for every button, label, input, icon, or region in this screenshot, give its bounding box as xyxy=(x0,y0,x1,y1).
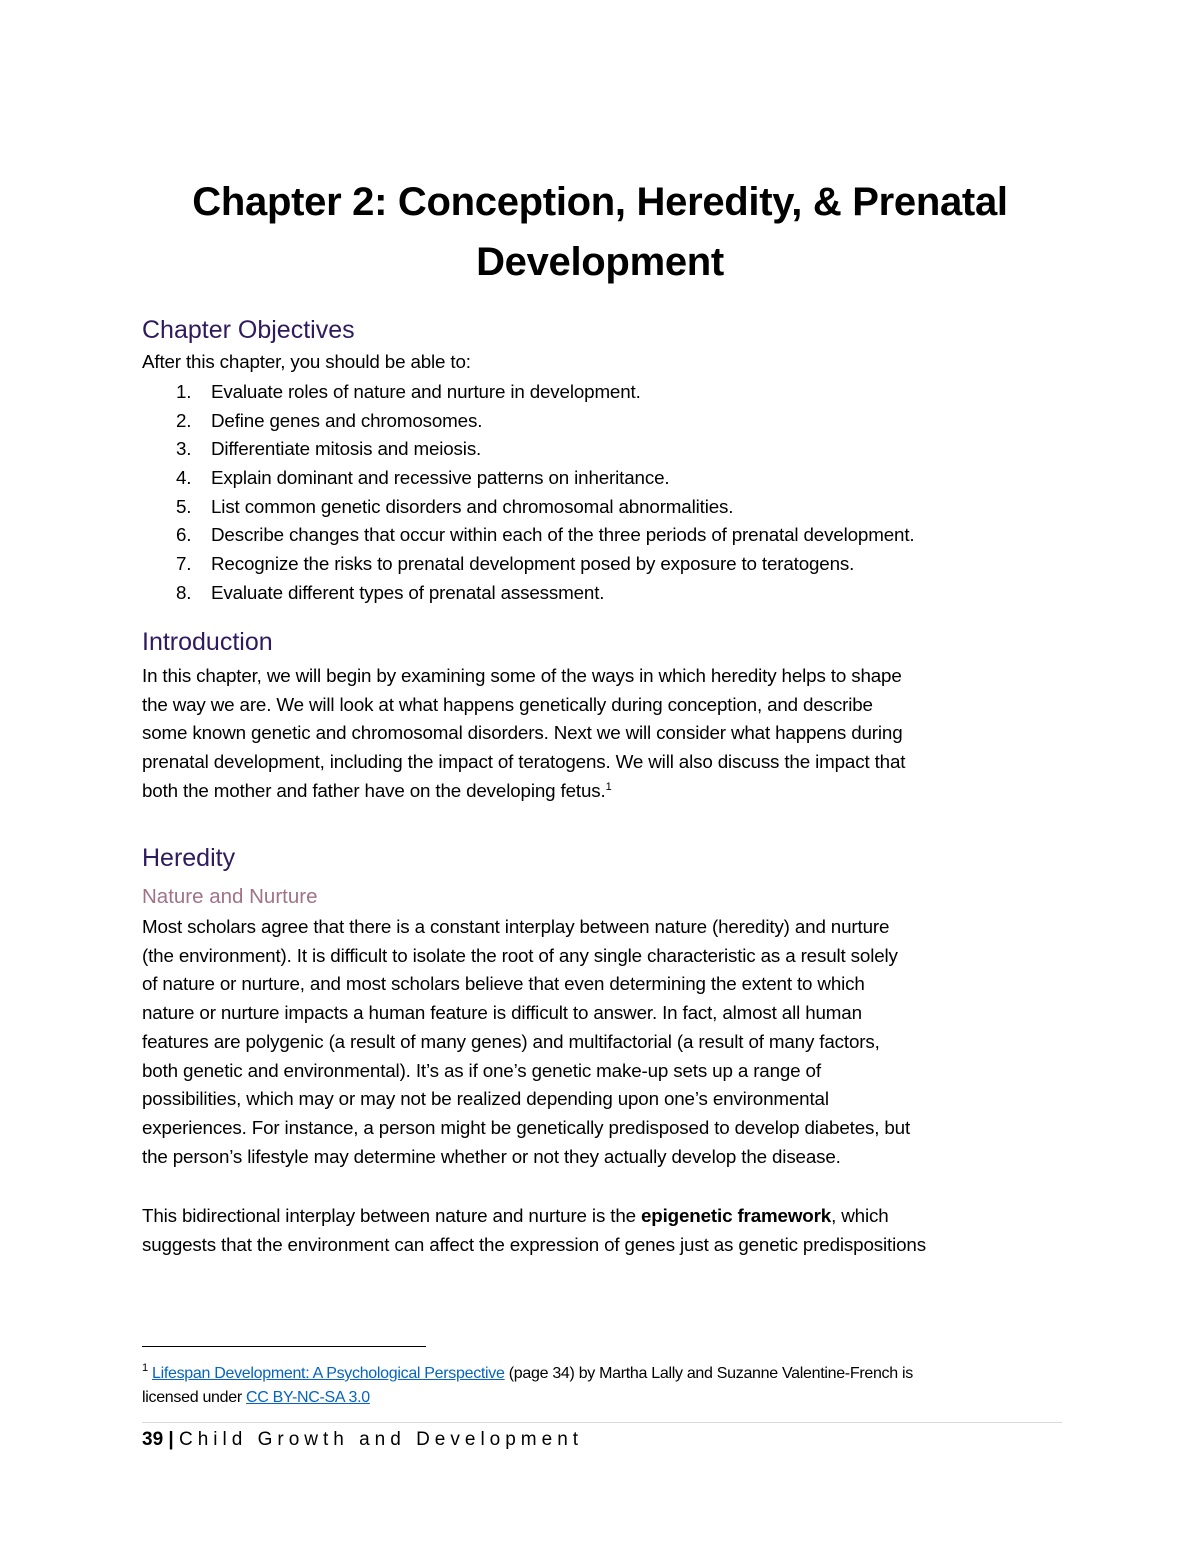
epigenetic-framework-term: epigenetic framework xyxy=(640,1205,832,1226)
cc-license-link[interactable]: CC BY-NC-SA 3.0 xyxy=(246,1389,370,1406)
document-page: Chapter 2: Conception, Heredity, & Prenatal Development Chapter Objectives After this chapter, you should be able to: 1. Evaluate roles of nature and nurture in development. 2. Define genes and chromosomes. 3. Differentiate mitosis and meiosis. 4. Explain dominant and recessive patterns on inheritance. 5. List common genetic disorders and chromosomal abnormalities. 6. Describe changes that occur within each of the three periods of prenatal development. 7. Recognize the risks to prenatal development posed by exposure to teratogens. 8. Evaluate different types of prenatal assessment. Introduction In this chapter, we will begin by examining some of the ways in which heredity helps to shape the way we are. We will look at what happens genetically during conception, and describe some known genetic and chromosomal disorders. Next we will consider what happens during prenatal development, including the impact of teratogens. We will also discuss the impact that both the mother and father have on the developing fetus.$^1$ Heredity Nature and Nurture Most scholars agree that there is a constant interplay between nature (heredity) and nurture (the environment). It is difficult to isolate the root of any single characteristic as a result solely of nature or nurture, and most scholars believe that even determining the extent to which nature or nurture impacts a human feature is difficult to answer. In fact, almost all human features are polygenic (a result of many genes) and multifactorial (a result of many factors, both genetic and environmental). It’s as if one’s genetic make-up sets up a range of possibilities, which may or may not be realized depending upon one’s environmental experiences. For instance, a person might be genetically predisposed to develop diabetes, but the person’s lifestyle may determine whether or not they actually develop the disease. This bidirectional interplay between nature and nurture is the epigenetic framework, which suggests that the environment can affect the expression of genes just as genetic predispositions $^1$ Lifespan Development: A Psychological Perspective (page 34) by Martha Lally and Suzanne Valentine-French is licensed under CC BY-NC-SA 3.0 39 | Child Growth and Development xyxy=(0,0,1200,1553)
introduction-paragraph: In this chapter, we will begin by examining some of the ways in which heredity helps to shape the way we are. We will look at what happens genetically during conception, and describe some known genetic and chromosomal disorders. Next we will consider what happens during prenatal development, including the impact of teratogens. We will also discuss the impact that both the mother and father have on the developing fetus.$^1$ xyxy=(142,665,906,801)
objectives-heading: Chapter Objectives xyxy=(142,316,355,344)
footnote-number: 1 xyxy=(142,1362,148,1374)
book-title: Child Growth and Development xyxy=(179,1429,584,1450)
footnote: $^1$ Lifespan Development: A Psychological Perspective (page 34) by Martha Lally and Suzanne Valentine-French is licensed under CC BY-NC-SA 3.0 xyxy=(142,1362,913,1406)
footnote-separator xyxy=(142,1346,426,1347)
heredity-heading: Heredity xyxy=(142,844,236,872)
footer-separator xyxy=(142,1422,1062,1423)
chapter-title-line-2: Development xyxy=(476,240,724,284)
introduction-heading: Introduction xyxy=(142,628,273,656)
chapter-title xyxy=(100,172,1100,292)
objectives-intro: After this chapter, you should be able to: xyxy=(142,351,471,372)
lifespan-development-link[interactable]: Lifespan Development: A Psychological Perspective xyxy=(151,1365,505,1382)
heredity-paragraph-2: This bidirectional interplay between nature and nurture is the epigenetic framework, which suggests that the environment can affect the expression of genes just as genetic predispositions xyxy=(142,1205,926,1255)
page-number: 39 xyxy=(142,1429,164,1450)
heredity-paragraph-1: Most scholars agree that there is a constant interplay between nature (heredity) and nurture (the environment). It is difficult to isolate the root of any single characteristic as a result solely of nature or nurture, and most scholars believe that even determining the extent to which nature or nurture impacts a human feature is difficult to answer. In fact, almost all human features are polygenic (a result of many genes) and multifactorial (a result of many factors, both genetic and environmental). It’s as if one’s genetic make-up sets up a range of possibilities, which may or may not be realized depending upon one’s environmental experiences. For instance, a person might be genetically predisposed to develop diabetes, but the person’s lifestyle may determine whether or not they actually develop the disease. xyxy=(142,916,911,1167)
nature-nurture-subheading: Nature and Nurture xyxy=(142,885,318,908)
chapter-title-line-1: Chapter 2: Conception, Heredity, & Prenatal xyxy=(192,180,1008,224)
page-footer: 39 | Child Growth and Development xyxy=(142,1429,584,1450)
footnote-reference: 1 xyxy=(605,780,612,793)
